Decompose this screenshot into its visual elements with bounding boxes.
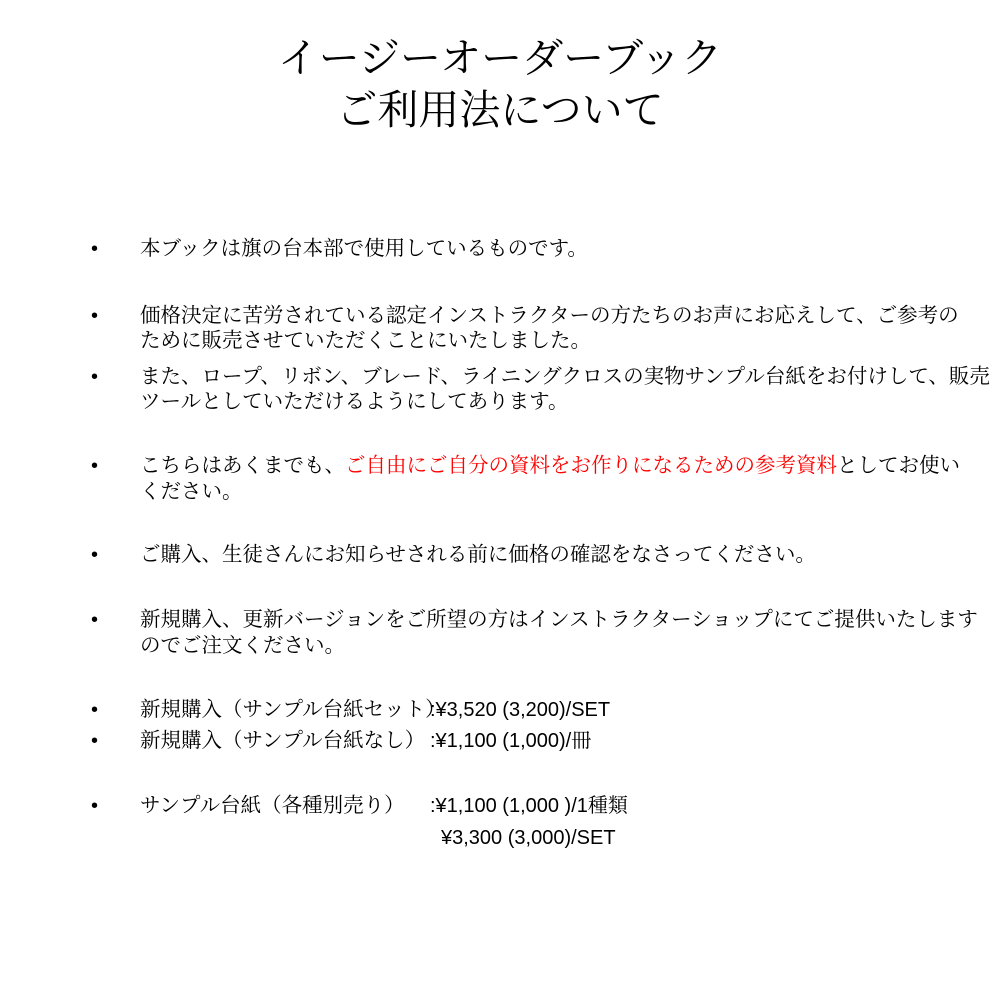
text-suffix: としてお使い [837, 454, 960, 477]
bullet: • [91, 795, 99, 817]
bullet: • [91, 544, 99, 566]
list-item-text [140, 453, 960, 479]
bullet: • [91, 609, 99, 631]
price-label: サンプル台紙（各種別売り） [140, 794, 405, 817]
price-value: :¥1,100 (1,000)/冊 [430, 730, 592, 752]
text-prefix: こちらはあくまでも、 [140, 454, 345, 477]
list-item-text: ください。 [140, 480, 243, 503]
price-value: :¥1,100 (1,000 )/1種類 [430, 795, 628, 817]
bullet: • [91, 366, 99, 388]
list-item-text: ツールとしていただけるようにしてあります。 [140, 390, 569, 413]
price-label: 新規購入（サンプル台紙なし） [140, 729, 426, 752]
page-title-line-2: ご利用法について [336, 87, 664, 133]
page-title-line-1: イージーオーダーブック [277, 35, 723, 81]
list-item-text: のでご注文ください。 [140, 634, 345, 657]
list-item-text: また、ロープ、リボン、ブレード、ライニングクロスの実物サンプル台紙をお付けして、販売 [140, 365, 990, 388]
bullet: • [91, 699, 99, 721]
list-item-text: ために販売させていただくことにいたしました。 [140, 329, 591, 352]
price-label: 新規購入（サンプル台紙セット） [140, 698, 446, 721]
price-value-set: ¥3,300 (3,000)/SET [441, 827, 616, 849]
bullet: • [91, 455, 99, 477]
bullet: • [91, 305, 99, 327]
highlighted-text: ご自由にご自分の資料をお作りになるための参考資料 [345, 454, 837, 477]
list-item-text: 新規購入、更新バージョンをご所望の方はインストラクターショップにてご提供いたします [140, 608, 978, 631]
price-value: :¥3,520 (3,200)/SET [430, 699, 611, 721]
bullet: • [91, 238, 99, 260]
list-item-text: ご購入、生徒さんにお知らせされる前に価格の確認をなさってください。 [140, 543, 816, 566]
bullet: • [91, 730, 99, 752]
list-item-text: 価格決定に苦労されている認定インストラクターの方たちのお声にお応えして、ご参考の [140, 304, 959, 327]
list-item-text: 本ブックは旗の台本部で使用しているものです。 [140, 237, 588, 260]
